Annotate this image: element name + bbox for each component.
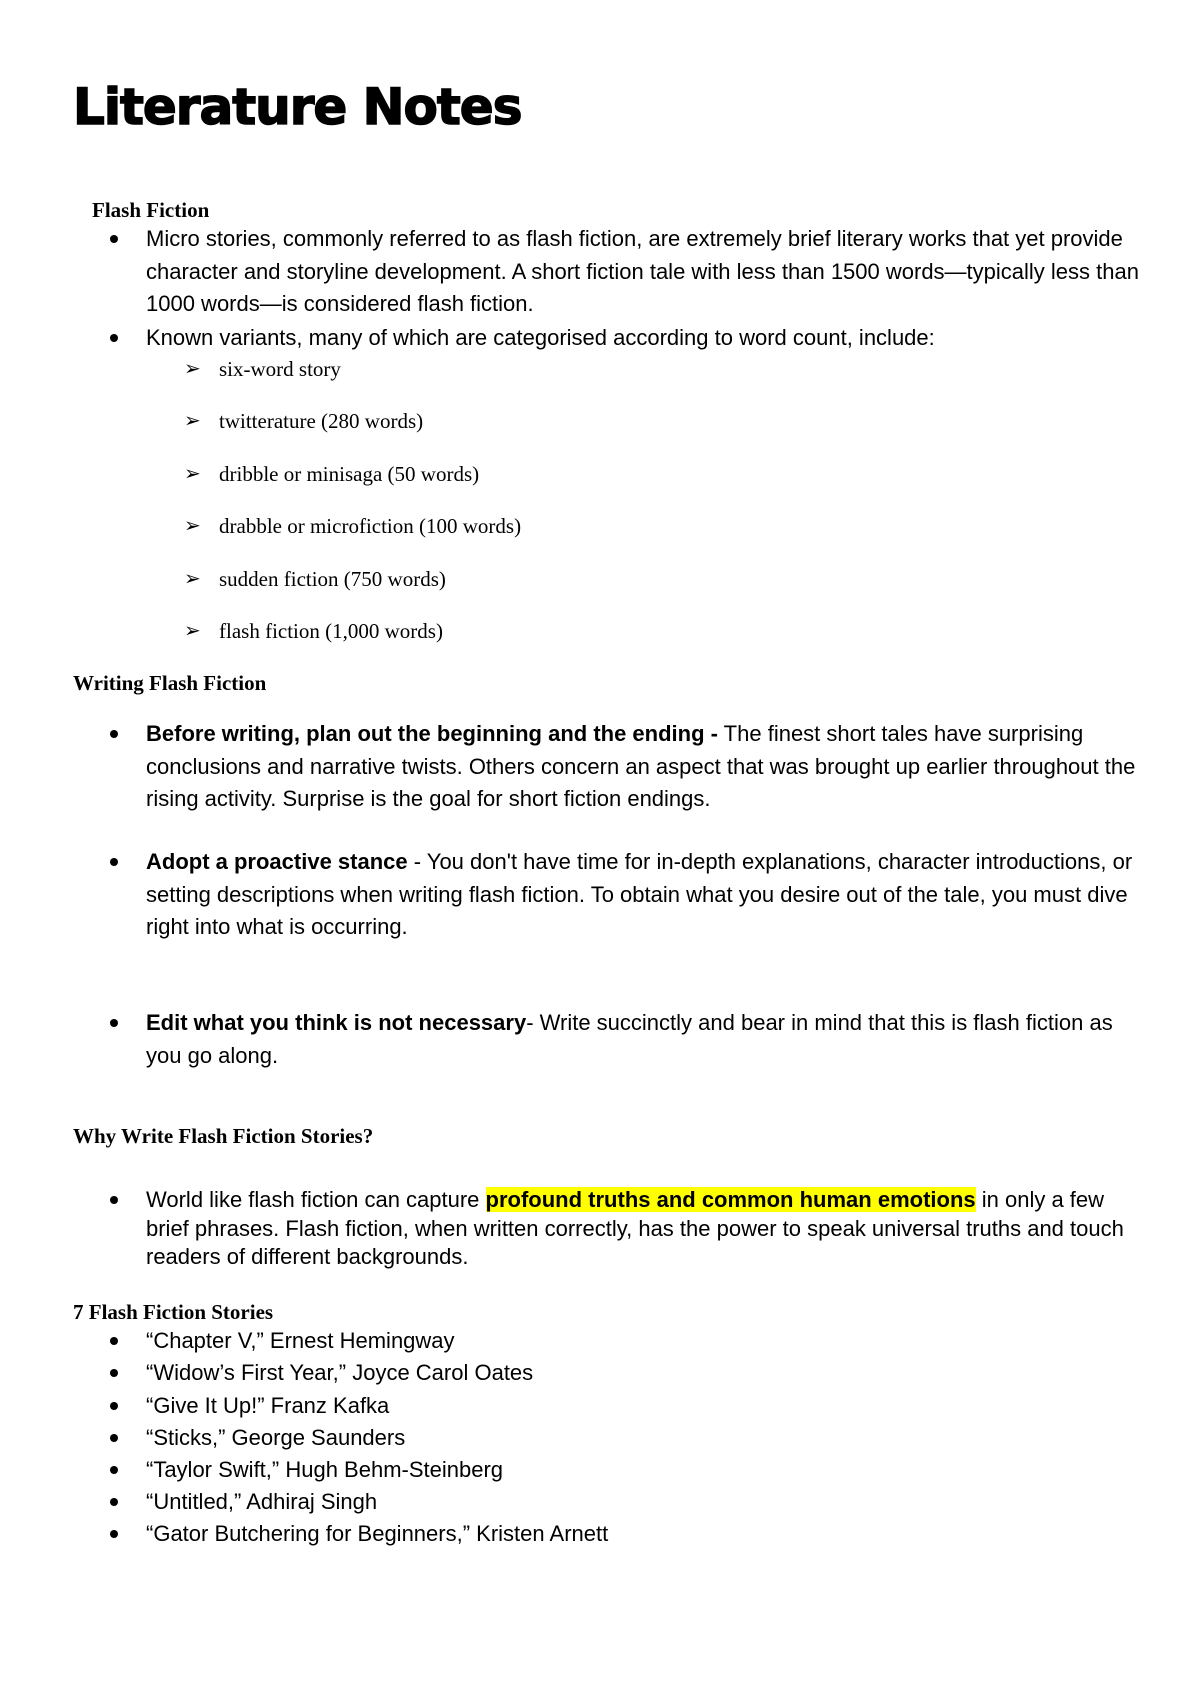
section-heading-writing: Writing Flash Fiction (73, 671, 267, 695)
bullet-icon (110, 858, 118, 866)
bullet-icon (110, 235, 118, 243)
writing-tip (146, 718, 1146, 816)
bullet-icon (110, 730, 118, 738)
bullet-icon (110, 1019, 118, 1027)
writing-tip-title: Before writing, plan out the beginning and the ending - (146, 721, 718, 746)
story-item: “Taylor Swift,” Hugh Behm-Steinberg (146, 1457, 504, 1482)
bullet-icon (110, 1402, 118, 1410)
why-paragraph (146, 1186, 1146, 1272)
story-item: “Sticks,” George Saunders (146, 1425, 406, 1450)
highlighted-phrase: profound truths and common human emotions (485, 1187, 976, 1212)
arrowhead-bullet-icon: ➢ (184, 513, 201, 537)
story-item: “Widow’s First Year,” Joyce Carol Oates (146, 1360, 534, 1385)
why-text-before: World like flash fiction can capture (146, 1187, 486, 1212)
writing-tip-title: Adopt a proactive stance (146, 849, 408, 874)
bullet-icon (110, 1466, 118, 1474)
arrowhead-bullet-icon: ➢ (184, 461, 201, 485)
bullet-icon (110, 1434, 118, 1442)
variant-item: drabble or microfiction (100 words) (219, 514, 522, 538)
writing-tip (146, 846, 1146, 944)
variant-item: flash fiction (1,000 words) (219, 619, 443, 643)
bullet-icon (110, 334, 118, 342)
bullet-icon (110, 1196, 118, 1204)
arrowhead-bullet-icon: ➢ (184, 618, 201, 642)
arrowhead-bullet-icon: ➢ (184, 566, 201, 590)
variant-item: dribble or minisaga (50 words) (219, 462, 480, 486)
flash-fiction-variants-intro: Known variants, many of which are categorised according to word count, include: (146, 325, 935, 350)
story-item: “Untitled,” Adhiraj Singh (146, 1489, 378, 1514)
variant-item: twitterature (280 words) (219, 409, 424, 433)
flash-fiction-definition: Micro stories, commonly referred to as flash fiction, are extremely brief literary works that yet provide character and storyline development. A short fiction tale with less than 1500 words—typically less than 1000 words—is considered flash fiction. (146, 226, 1139, 316)
bullet-icon (110, 1337, 118, 1345)
variant-item: six-word story (219, 357, 341, 381)
arrowhead-bullet-icon: ➢ (184, 356, 201, 380)
page-title: Literature Notes (73, 78, 522, 136)
story-item: “Gator Butchering for Beginners,” Kristen Arnett (146, 1521, 609, 1546)
bullet-icon (110, 1498, 118, 1506)
bullet-icon (110, 1369, 118, 1377)
story-item: “Chapter V,” Ernest Hemingway (146, 1328, 455, 1353)
section-heading-why: Why Write Flash Fiction Stories? (73, 1124, 374, 1148)
arrowhead-bullet-icon: ➢ (184, 408, 201, 432)
section-heading-flash-fiction: Flash Fiction (92, 198, 210, 222)
section-heading-stories: 7 Flash Fiction Stories (73, 1300, 274, 1324)
variant-item: sudden fiction (750 words) (219, 567, 446, 591)
writing-tip-body: The finest short tales have surprising conclusions and narrative twists. Others concern an aspect that was brought up earlier throughout the rising activity. Surprise is the goal for short fiction endings. (146, 721, 1136, 811)
writing-tip (146, 1007, 1146, 1072)
bullet-icon (110, 1530, 118, 1538)
story-item: “Give It Up!” Franz Kafka (146, 1393, 390, 1418)
writing-tip-body: - You don't have time for in-depth explanations, character introductions, or setting descriptions when writing flash fiction. To obtain what you desire out of the tale, you must dive right into what is occurring. (146, 849, 1133, 939)
writing-tip-title: Edit what you think is not necessary (146, 1010, 527, 1035)
writing-tip-body: - Write succinctly and bear in mind that this is flash fiction as you go along. (146, 1010, 1113, 1068)
why-text-after: in only a few brief phrases. Flash fiction, when written correctly, has the power to speak universal truths and touch readers of different backgrounds. (146, 1187, 1124, 1269)
